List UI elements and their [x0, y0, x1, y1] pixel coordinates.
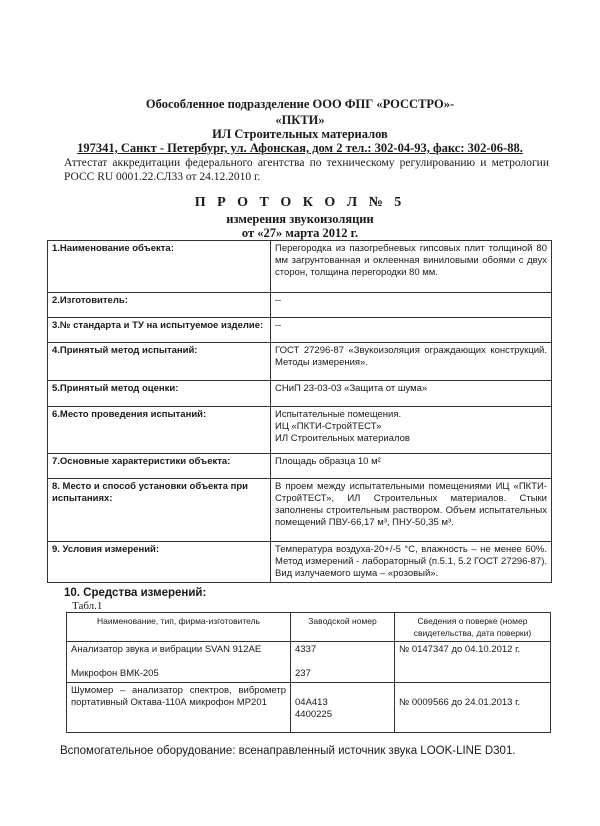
- row-value: Температура воздуха-20+/-5 °С, влажность – не менее 60%. Метод измерений - лабораторный (п.5.1, 5.2 ГОСТ 27296-87). Вид излучаемого шума – «розовый».: [271, 542, 552, 583]
- column-header: Сведения о поверке (номер свидетельства, дата поверки): [395, 613, 551, 642]
- table-row: [48, 407, 552, 454]
- row-value: СНиП 23-03-03 «Защита от шума»: [271, 381, 552, 407]
- row-value: ГОСТ 27296-87 «Звукоизоляция ограждающих конструкций. Методы измерения».: [271, 343, 552, 381]
- table-row: [48, 454, 552, 479]
- row-value: Перегородка из пазогребневых гипсовых плит толщиной 80 мм загрунтованная и оклеенная виниловыми обоями с двух сторон, толщина перегородки 80 мм.: [271, 241, 552, 293]
- section-10-title: 10. Средства измерений:: [64, 587, 207, 599]
- table-header-row: [67, 613, 551, 642]
- protocol-title: П Р О Т О К О Л № 5: [194, 195, 406, 210]
- column-header: Наименование, тип, фирма-изготовитель: [67, 613, 291, 642]
- table-row: [48, 293, 552, 318]
- row-value: --: [271, 293, 552, 318]
- lab-name: ИЛ Строительных материалов: [212, 127, 388, 141]
- org-name-line2: «ПКТИ»: [275, 113, 325, 127]
- row-value: Испытательные помещения. ИЦ «ПКТИ-СтройТЕСТ» ИЛ Строительных материалов: [271, 407, 552, 454]
- table-row: [48, 381, 552, 407]
- table-row: [67, 683, 551, 733]
- instrument-cert: № 0147347 до 04.10.2012 г.: [395, 642, 551, 683]
- instrument-serial: 04А413 4400225: [291, 683, 395, 733]
- row-key: 1.Наименование объекта:: [48, 241, 271, 293]
- instrument-name: Анализатор звука и вибрации SVAN 912AE Микрофон ВМК-205: [67, 642, 291, 683]
- address-line: 197341, Санкт - Петербург, ул. Афонская, дом 2 тел.: 302-04-93, факс: 302-06-88.: [77, 141, 523, 155]
- protocol-subtitle: измерения звукоизоляции: [226, 212, 374, 226]
- row-key: 8. Место и способ установки объекта при испытаниях:: [48, 479, 271, 542]
- row-key: 5.Принятый метод оценки:: [48, 381, 271, 407]
- org-name-line1: Обособленное подразделение ООО ФПГ «РОССТРО»-: [145, 97, 455, 111]
- auxiliary-equipment: Вспомогательное оборудование: всенаправленный источник звука LOOK-LINE D301.: [60, 745, 516, 757]
- row-key: 4.Принятый метод испытаний:: [48, 343, 271, 381]
- protocol-date: от «27» марта 2012 г.: [241, 226, 359, 240]
- protocol-table: [47, 240, 552, 583]
- row-value: Площадь образца 10 м²: [271, 454, 552, 479]
- table-row: [48, 318, 552, 343]
- instrument-name: Шумомер – анализатор спектров, виброметр портативный Октава-110А микрофон МР201: [67, 683, 291, 733]
- table-row: [67, 642, 551, 683]
- row-key: 9. Условия измерений:: [48, 542, 271, 583]
- table-label: Табл.1: [72, 600, 103, 612]
- table-row: [48, 343, 552, 381]
- instrument-cert: № 0009566 до 24.01.2013 г.: [395, 683, 551, 733]
- row-key: 3.№ стандарта и ТУ на испытуемое изделие:: [48, 318, 271, 343]
- table-row: [48, 241, 552, 293]
- row-key: 2.Изготовитель:: [48, 293, 271, 318]
- row-key: 6.Место проведения испытаний:: [48, 407, 271, 454]
- accreditation-text: Аттестат аккредитации федерального агентства по техническому регулированию и метрологии РОСС RU 0001.22.СЛ33 от 24.12.2010 г.: [64, 157, 549, 183]
- table-row: [48, 479, 552, 542]
- column-header: Заводской номер: [291, 613, 395, 642]
- instruments-table: [66, 612, 551, 733]
- row-key: 7.Основные характеристики объекта:: [48, 454, 271, 479]
- instrument-serial: 4337 237: [291, 642, 395, 683]
- row-value: --: [271, 318, 552, 343]
- row-value: В проем между испытательными помещениями ИЦ «ПКТИ-СтройТЕСТ», ИЛ Строительных материалов. Стыки заполнены строительным раствором. Объем испытательных помещений ПВУ-66,17 м³, ПНУ-50,35 м³.: [271, 479, 552, 542]
- table-row: [48, 542, 552, 583]
